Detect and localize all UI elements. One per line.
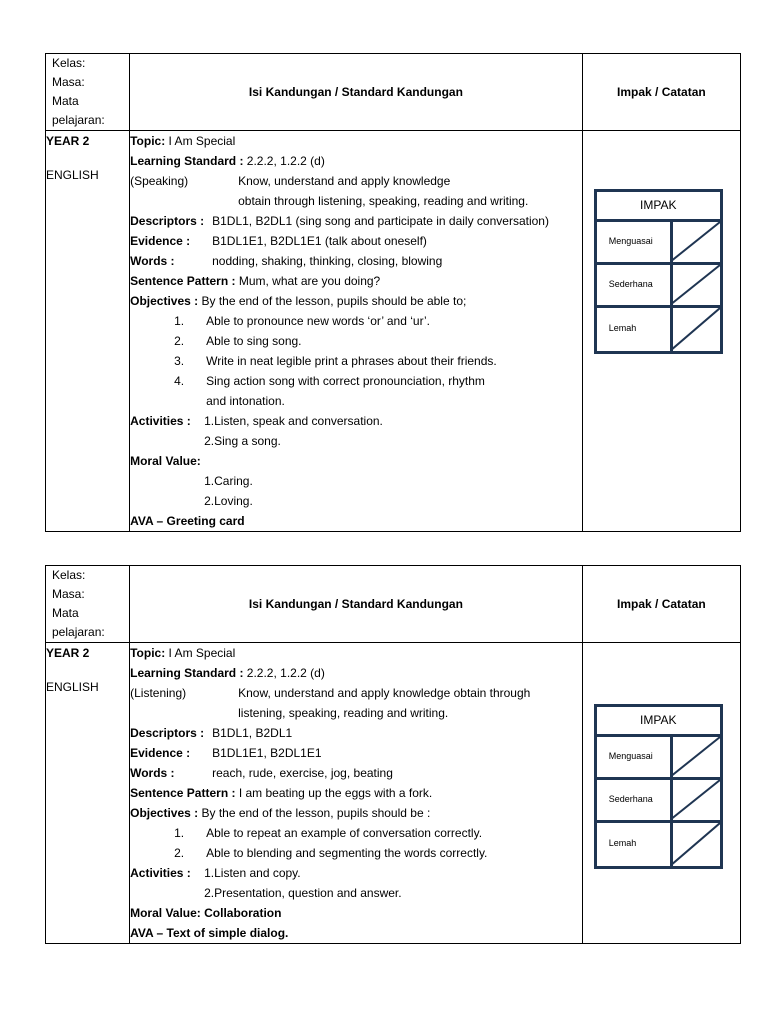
words-label: Words : [130, 254, 175, 268]
impak-assessment-box [594, 704, 723, 869]
topic-value: I Am Special [165, 134, 236, 148]
skill-text-2: listening, speaking, reading and writing. [238, 706, 449, 720]
objectives-intro: By the end of the lesson, pupils should be : [198, 806, 431, 820]
subject-label: ENGLISH [46, 680, 99, 694]
content-heading: Isi Kandungan / Standard Kandungan [130, 566, 583, 643]
moral-item: 1.Caring. [204, 474, 253, 488]
kelas-label: Kelas: [52, 568, 86, 582]
year-label: YEAR 2 [46, 646, 90, 660]
evidence-label: Evidence : [130, 234, 191, 248]
mata-label: Mata [52, 606, 79, 620]
impak-assessment-box [594, 189, 723, 354]
objective-item: 2. Able to sing song. [174, 334, 302, 348]
topic-label: Topic: [130, 134, 166, 148]
objective-item: 1. Able to repeat an example of conversation correctly. [174, 826, 483, 840]
sentence-pattern-value: Mum, what are you doing? [235, 274, 381, 288]
evidence-value: B1DL1E1, B2DL1E1 (talk about oneself) [212, 234, 427, 248]
impak-title: IMPAK [597, 707, 720, 737]
objectives-intro: By the end of the lesson, pupils should be able to; [198, 294, 467, 308]
lesson-body-row [46, 131, 741, 532]
year-subject-cell [46, 643, 130, 944]
impak-row-label: Sederhana [608, 279, 653, 289]
lesson-content-cell [130, 643, 583, 944]
descriptors-label: Descriptors : [130, 214, 205, 228]
moral-value-label: Moral Value: [130, 906, 201, 920]
class-info-cell [46, 566, 130, 643]
objective-continuation: and intonation. [206, 394, 285, 408]
table-header-row [46, 566, 741, 643]
learning-standard-label: Learning Standard : [130, 154, 244, 168]
skill-text-1: Know, understand and apply knowledge [238, 174, 451, 188]
objective-item: 4. Sing action song with correct pronounciation, rhythm [174, 374, 485, 388]
moral-item: 2.Loving. [204, 494, 253, 508]
moral-value-label: Moral Value: [130, 454, 201, 468]
pelajaran-label: pelajaran: [52, 113, 105, 127]
kelas-label: Kelas: [52, 56, 86, 70]
skill-label: (Speaking) [130, 174, 189, 188]
content-heading: Isi Kandungan / Standard Kandungan [130, 54, 583, 131]
impak-title: IMPAK [597, 192, 720, 222]
words-value: reach, rude, exercise, jog, beating [212, 766, 393, 780]
impact-cell [582, 131, 740, 532]
pelajaran-label: pelajaran: [52, 625, 105, 639]
learning-standard-value: 2.2.2, 1.2.2 (d) [243, 666, 325, 680]
descriptors-value: B1DL1, B2DL1 (sing song and participate in daily conversation) [212, 214, 549, 228]
subject-label: ENGLISH [46, 168, 99, 182]
impak-row-label: Menguasai [608, 236, 653, 246]
table-header-row [46, 54, 741, 131]
objective-item: 1. Able to pronounce new words ‘or’ and ‘ur’. [174, 314, 431, 328]
impak-row-sederhana [597, 780, 720, 823]
sentence-pattern-value: I am beating up the eggs with a fork. [235, 786, 433, 800]
mata-label: Mata [52, 94, 79, 108]
lesson-plan-table-1 [45, 53, 741, 532]
objectives-label: Objectives : [130, 294, 199, 308]
impak-row-lemah [597, 823, 720, 866]
sentence-pattern-label: Sentence Pattern : [130, 274, 236, 288]
year-label: YEAR 2 [46, 134, 90, 148]
impact-heading: Impak / Catatan [582, 54, 740, 131]
moral-value: Collaboration [200, 906, 282, 920]
lesson-body-row [46, 643, 741, 944]
evidence-label: Evidence : [130, 746, 191, 760]
impak-checkbox [670, 780, 720, 820]
descriptors-value: B1DL1, B2DL1 [212, 726, 293, 740]
impak-checkbox [670, 737, 720, 777]
descriptors-label: Descriptors : [130, 726, 205, 740]
activities-label: Activities : [130, 414, 191, 428]
class-info-cell [46, 54, 130, 131]
impak-checkbox [670, 823, 720, 866]
masa-label: Masa: [52, 587, 85, 601]
sentence-pattern-label: Sentence Pattern : [130, 786, 236, 800]
activity-item: 2.Presentation, question and answer. [204, 886, 402, 900]
lesson-content-cell [130, 131, 583, 532]
topic-value: I Am Special [165, 646, 236, 660]
impak-row-label: Lemah [608, 323, 637, 333]
impak-row-sederhana [597, 265, 720, 308]
learning-standard-label: Learning Standard : [130, 666, 244, 680]
activities-label: Activities : [130, 866, 191, 880]
impak-checkbox [670, 308, 720, 351]
objective-item: 2. Able to blending and segmenting the words correctly. [174, 846, 488, 860]
impak-checkbox [670, 265, 720, 305]
words-label: Words : [130, 766, 175, 780]
activity-item: 2.Sing a song. [204, 434, 281, 448]
learning-standard-value: 2.2.2, 1.2.2 (d) [243, 154, 325, 168]
impak-row-label: Menguasai [608, 751, 653, 761]
ava-line: AVA – Text of simple dialog. [130, 926, 289, 940]
impact-cell [582, 643, 740, 944]
impact-heading: Impak / Catatan [582, 566, 740, 643]
lesson-plan-table-2 [45, 565, 741, 944]
ava-line: AVA – Greeting card [130, 514, 245, 528]
skill-text-1: Know, understand and apply knowledge obtain through [238, 686, 531, 700]
activity-item: 1.Listen and copy. [204, 866, 301, 880]
activity-item: 1.Listen, speak and conversation. [204, 414, 383, 428]
impak-row-label: Sederhana [608, 794, 653, 804]
impak-row-menguasai [597, 737, 720, 780]
skill-text-2: obtain through listening, speaking, reading and writing. [238, 194, 529, 208]
evidence-value: B1DL1E1, B2DL1E1 [212, 746, 322, 760]
skill-label: (Listening) [130, 686, 187, 700]
impak-row-menguasai [597, 222, 720, 265]
words-value: nodding, shaking, thinking, closing, blowing [212, 254, 443, 268]
year-subject-cell [46, 131, 130, 532]
objective-item: 3. Write in neat legible print a phrases about their friends. [174, 354, 497, 368]
objectives-label: Objectives : [130, 806, 199, 820]
masa-label: Masa: [52, 75, 85, 89]
topic-label: Topic: [130, 646, 166, 660]
impak-row-lemah [597, 308, 720, 351]
impak-checkbox [670, 222, 720, 262]
impak-row-label: Lemah [608, 838, 637, 848]
